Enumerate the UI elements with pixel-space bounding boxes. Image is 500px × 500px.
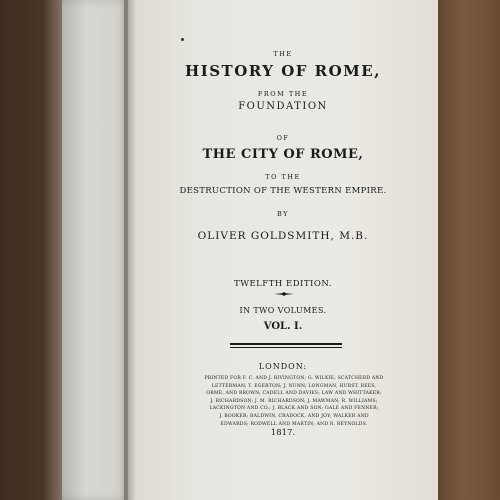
volumes-text: IN TWO VOLUMES.	[239, 306, 327, 315]
imprint-line: PRINTED FOR F. C. AND J. RIVINGTON; G. WILKIE; SCATCHERD AND	[204, 376, 384, 381]
ornament-dash-icon	[274, 292, 294, 296]
destruction-text: DESTRUCTION OF THE WESTERN EMPIRE.	[179, 186, 387, 196]
to-the-text: TO THE	[265, 173, 301, 181]
of-text: OF	[276, 134, 290, 142]
author-name: OLIVER GOLDSMITH, M.B.	[197, 230, 369, 242]
imprint-line: EDWARDS; RODWELL AND MARTIN; AND R. REYNOLDS.	[220, 421, 368, 427]
place-of-publication: LONDON:	[258, 362, 308, 371]
title-page	[128, 0, 438, 500]
book-title: HISTORY OF ROME,	[185, 62, 381, 80]
book-cover-edge	[44, 0, 64, 500]
blank-left-page	[62, 0, 130, 500]
imprint-block	[174, 375, 414, 428]
ink-speck	[181, 38, 184, 41]
volume-number: VOL. I.	[263, 321, 303, 332]
imprint-line: J. BOOKER; BALDWIN, CRADOCK, AND JOY; WALKER AND	[219, 413, 369, 419]
edition-text: TWELFTH EDITION.	[234, 279, 332, 289]
book-gutter-shadow	[124, 0, 136, 500]
by-text: BY	[277, 210, 289, 218]
imprint-line: J. RICHARDSON; J. M. RICHARDSON; J. MAWMAN; R. WILLIAMS;	[210, 398, 378, 404]
publication-year: 1817.	[270, 428, 296, 438]
page-edge-right	[436, 0, 500, 500]
imprint-line: ORME, AND BROWN; CADELL AND DAVIES; LAW AND WHITTAKER;	[206, 391, 382, 397]
foundation-text: FOUNDATION	[238, 101, 328, 112]
from-the-text: FROM THE	[257, 90, 309, 98]
double-rule-thick	[230, 343, 342, 345]
city-of-rome-text: THE CITY OF ROME,	[202, 147, 364, 162]
title-article: THE	[273, 50, 293, 58]
imprint-line: LACKINGTON AND CO.; J. BLACK AND SON; GALE AND FENNER;	[209, 406, 379, 412]
imprint-line: LETTERMAN; T. EGERTON; J. NUNN; LONGMAN, HURST, REES,	[211, 383, 377, 389]
double-rule-thin	[230, 347, 342, 348]
